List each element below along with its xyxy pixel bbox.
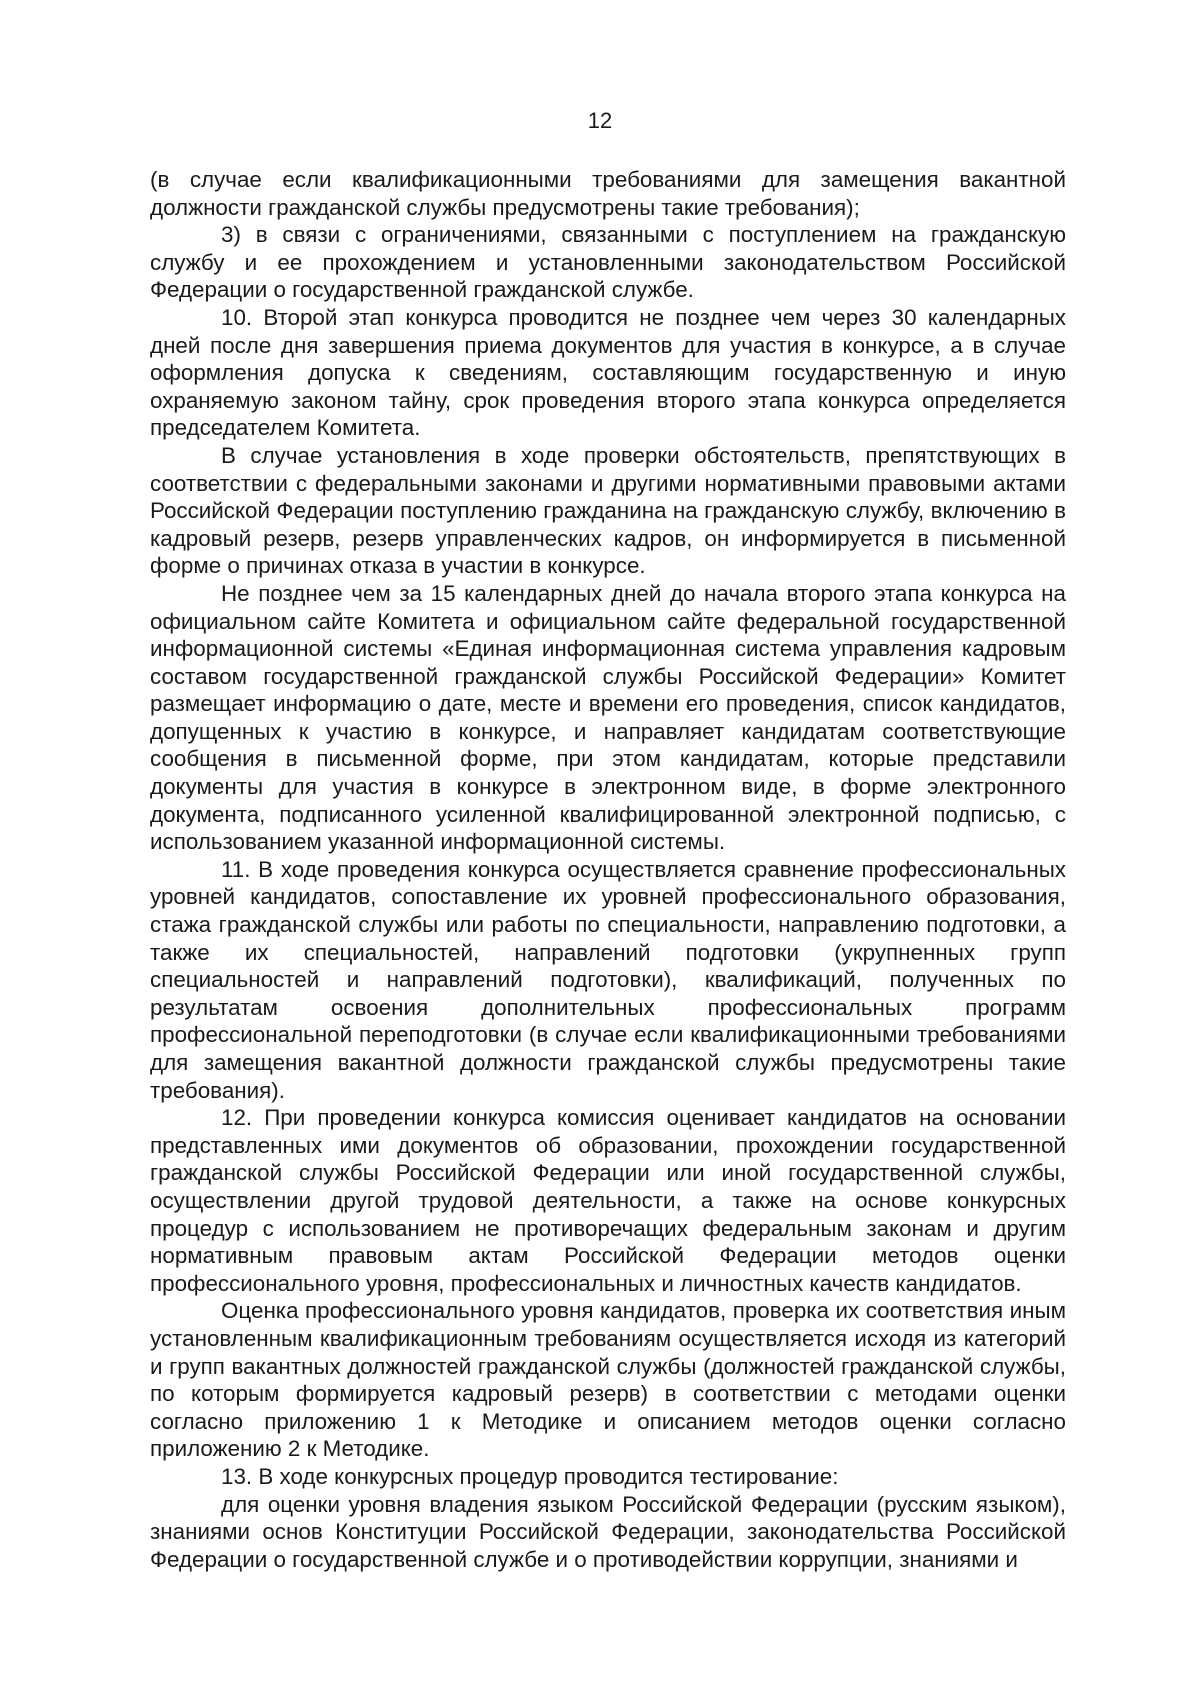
paragraph: 12. При проведении конкурса комиссия оценивает кандидатов на основании представленных ими документов об образовании, прохождении государственной гражданской службы Российской Федерации или иной государственной службы, осуществлении другой трудовой деятельности, а также на основе конкурсных процедур с использованием не противоречащих федеральным законам и другим нормативным правовым актам Российской Федерации методов оценки профессионального уровня, профессиональных и личностных качеств кандидатов. [150, 1105, 1066, 1296]
paragraph: (в случае если квалификационными требованиями для замещения вакантной должности гражданской службы предусмотрены такие требования); [150, 167, 1066, 220]
paragraph: 11. В ходе проведения конкурса осуществляется сравнение профессиональных уровней кандидатов, сопоставление их уровней профессионального образования, стажа гражданской службы или работы по специальности, направлению подготовки, а также их специальностей, направлений подготовки (укрупненных групп специальностей и направлений подготовки), квалификаций, полученных по результатам освоения дополнительных профессиональных программ профессиональной переподготовки (в случае если квалификационными требованиями для замещения вакантной должности гражданской службы предусмотрены такие требования). [150, 856, 1066, 1103]
paragraph: Оценка профессионального уровня кандидатов, проверка их соответствия иным установленным квалификационным требованиям осуществляется исходя из категорий и групп вакантных должностей гражданской службы (должностей гражданской службы, по которым формируется кадровый резерв) в соответствии с методами оценки согласно приложению 1 к Методике и описанием методов оценки согласно приложению 2 к Методике. [150, 1298, 1066, 1462]
paragraph: 13. В ходе конкурсных процедур проводится тестирование: [221, 1463, 839, 1489]
paragraph: В случае установления в ходе проверки обстоятельств, препятствующих в соответствии с федеральными законами и другими нормативными правовыми актами Российской Федерации поступлению гражданина на гражданскую службу, включению в кадровый резерв, резерв управленческих кадров, он информируется в письменной форме о причинах отказа в участии в конкурсе. [150, 442, 1066, 579]
document-body [150, 166, 1066, 1573]
paragraph: 3) в связи с ограничениями, связанными с поступлением на гражданскую службу и ее прохождением и установленными законодательством Российской Федерации о государственной гражданской службе. [150, 222, 1066, 303]
paragraph: 10. Второй этап конкурса проводится не позднее чем через 30 календарных дней после дня завершения приема документов для участия в конкурсе, а в случае оформления допуска к сведениям, составляющим государственную и иную охраняемую законом тайну, срок проведения второго этапа конкурса определяется председателем Комитета. [150, 304, 1066, 441]
paragraph: для оценки уровня владения языком Российской Федерации (русским языком), знаниями основ Конституции Российской Федерации, законодательства Российской Федерации о государственной службе и о противодействии коррупции, знаниями и [150, 1491, 1066, 1572]
page-number: 12 [587, 108, 613, 133]
paragraph: Не позднее чем за 15 календарных дней до начала второго этапа конкурса на официальном сайте Комитета и официальном сайте федеральной государственной информационной системы «Единая информационная система управления кадровым составом государственной гражданской службы Российской Федерации» Комитет размещает информацию о дате, месте и времени его проведения, список кандидатов, допущенных к участию в конкурсе, и направляет кандидатам соответствующие сообщения в письменной форме, при этом кандидатам, которые представили документы для участия в конкурсе в электронном виде, в форме электронного документа, подписанного усиленной квалифицированной электронной подписью, с использованием указанной информационной системы. [150, 580, 1066, 855]
